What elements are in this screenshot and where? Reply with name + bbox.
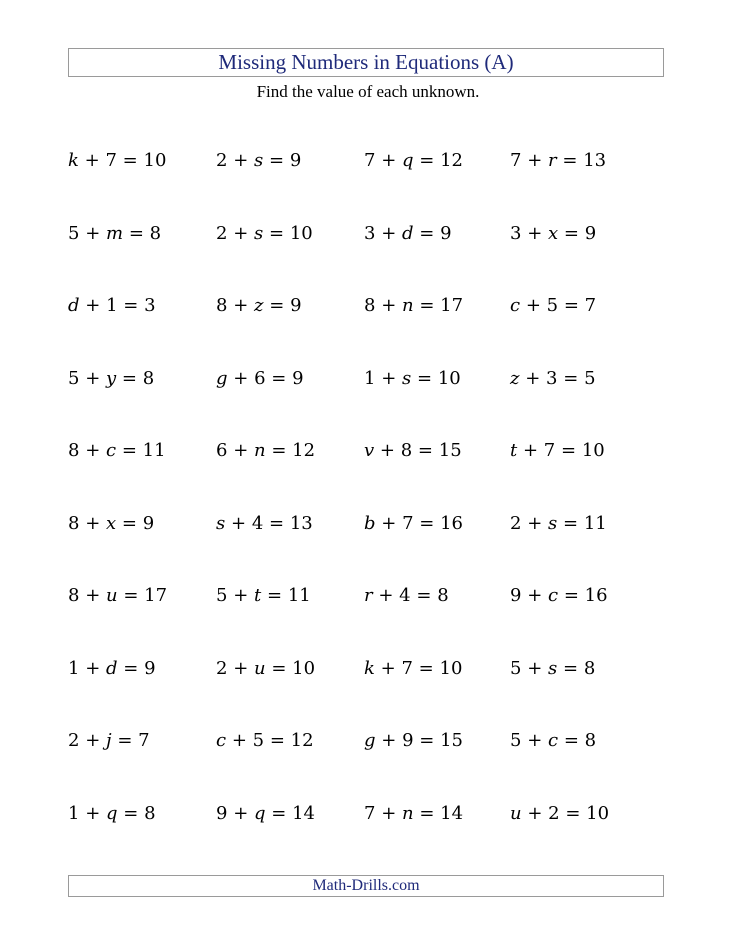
equals-sign: = <box>123 657 139 679</box>
equation <box>216 803 364 876</box>
unknown-variable: r <box>548 150 557 171</box>
plus-sign: + <box>85 222 101 244</box>
equals-sign: = <box>417 440 434 461</box>
number: 10 <box>586 802 610 824</box>
equation <box>68 513 216 586</box>
unknown-variable: z <box>254 295 264 316</box>
unknown-variable: n <box>254 440 266 461</box>
plus-sign: + <box>85 657 101 679</box>
number: 7 <box>364 150 376 171</box>
number: 7 <box>364 802 376 824</box>
number: 8 <box>583 657 596 679</box>
unknown-variable: n <box>402 295 414 316</box>
equation <box>364 803 510 876</box>
equals-sign: = <box>417 367 433 389</box>
equation <box>216 585 364 658</box>
footer-site[interactable]: Math-Drills.com <box>312 877 420 894</box>
equals-sign: = <box>117 730 133 751</box>
number: 7 <box>105 150 117 171</box>
unknown-variable: s <box>254 222 264 244</box>
number: 4 <box>251 512 264 534</box>
plus-sign: + <box>381 222 397 244</box>
number: 5 <box>510 657 522 679</box>
number: 8 <box>68 512 80 534</box>
number: 8 <box>364 295 376 316</box>
equals-sign: = <box>563 585 579 606</box>
equals-sign: = <box>269 295 285 316</box>
number: 11 <box>583 512 607 534</box>
equals-sign: = <box>266 585 283 606</box>
equation <box>364 730 510 803</box>
number: 8 <box>216 295 228 316</box>
equation <box>510 440 664 513</box>
equation <box>510 730 664 803</box>
unknown-variable: q <box>254 802 266 824</box>
number: 10 <box>439 657 463 679</box>
number: 2 <box>216 150 228 171</box>
plus-sign: + <box>85 440 101 461</box>
number: 8 <box>144 802 156 824</box>
equals-sign: = <box>560 440 577 461</box>
unknown-variable: t <box>510 440 518 461</box>
unknown-variable: b <box>364 512 376 534</box>
number: 9 <box>142 512 155 534</box>
plus-sign: + <box>381 512 397 534</box>
unknown-variable: s <box>254 150 264 171</box>
unknown-variable: j <box>106 730 112 751</box>
plus-sign: + <box>525 295 541 316</box>
unknown-variable: u <box>510 802 522 824</box>
plus-sign: + <box>85 585 101 606</box>
equals-sign: = <box>563 730 579 751</box>
number: 15 <box>438 440 462 461</box>
unknown-variable: x <box>548 222 559 244</box>
unknown-variable: s <box>548 657 558 679</box>
number: 10 <box>289 222 313 244</box>
number: 9 <box>216 802 228 824</box>
number: 17 <box>440 295 464 316</box>
number: 2 <box>68 730 80 751</box>
number: 3 <box>510 222 522 244</box>
equation <box>510 150 664 223</box>
number: 10 <box>581 440 605 461</box>
number: 5 <box>252 730 265 751</box>
unknown-variable: s <box>402 367 412 389</box>
equals-sign: = <box>419 150 435 171</box>
unknown-variable: d <box>106 657 118 679</box>
number: 11 <box>142 440 166 461</box>
plus-sign: + <box>233 367 249 389</box>
equals-sign: = <box>123 585 139 606</box>
equals-sign: = <box>565 802 581 824</box>
unknown-variable: d <box>402 222 414 244</box>
unknown-variable: u <box>254 657 266 679</box>
equals-sign: = <box>563 367 579 389</box>
plus-sign: + <box>381 295 397 316</box>
number: 10 <box>292 657 316 679</box>
unknown-variable: k <box>364 657 375 679</box>
number: 7 <box>138 730 150 751</box>
number: 12 <box>290 730 314 751</box>
equals-sign: = <box>271 440 287 461</box>
equation <box>364 368 510 441</box>
number: 1 <box>68 657 80 679</box>
plus-sign: + <box>527 585 543 606</box>
number: 15 <box>440 730 464 751</box>
unknown-variable: x <box>106 512 117 534</box>
plus-sign: + <box>85 512 101 534</box>
number: 11 <box>287 585 311 606</box>
unknown-variable: y <box>106 367 117 389</box>
number: 8 <box>584 730 597 751</box>
equals-sign: = <box>269 512 285 534</box>
number: 14 <box>440 802 464 824</box>
equation <box>364 223 510 296</box>
number: 13 <box>583 150 607 171</box>
unknown-variable: u <box>106 585 118 606</box>
equals-sign: = <box>419 295 435 316</box>
number: 6 <box>254 367 266 389</box>
equation <box>68 803 216 876</box>
unknown-variable: k <box>68 150 79 171</box>
plus-sign: + <box>233 585 249 606</box>
number: 2 <box>216 657 228 679</box>
unknown-variable: c <box>106 440 117 461</box>
plus-sign: + <box>525 367 541 389</box>
number: 10 <box>437 367 461 389</box>
equals-sign: = <box>269 730 285 751</box>
number: 2 <box>548 802 560 824</box>
plus-sign: + <box>231 730 247 751</box>
number: 4 <box>399 585 411 606</box>
equals-sign: = <box>121 440 137 461</box>
unknown-variable: m <box>106 222 124 244</box>
number: 6 <box>216 440 228 461</box>
number: 2 <box>510 512 522 534</box>
equation <box>216 368 364 441</box>
unknown-variable: g <box>364 730 376 751</box>
plus-sign: + <box>84 150 100 171</box>
number: 8 <box>400 440 413 461</box>
unknown-variable: q <box>402 150 414 171</box>
plus-sign: + <box>381 367 397 389</box>
number: 9 <box>144 657 156 679</box>
equation <box>364 440 510 513</box>
plus-sign: + <box>230 512 247 534</box>
number: 7 <box>401 657 413 679</box>
equation <box>364 585 510 658</box>
unknown-variable: d <box>68 295 80 316</box>
equation <box>216 730 364 803</box>
plus-sign: + <box>381 802 397 824</box>
equation <box>216 440 364 513</box>
footer-box <box>68 875 664 897</box>
equation <box>510 295 664 368</box>
number: 9 <box>510 585 522 606</box>
plus-sign: + <box>527 802 543 824</box>
equals-sign: = <box>269 222 285 244</box>
equals-sign: = <box>563 222 579 244</box>
number: 12 <box>440 150 464 171</box>
equals-sign: = <box>122 150 138 171</box>
unknown-variable: s <box>216 512 226 534</box>
plus-sign: + <box>527 150 543 171</box>
equals-sign: = <box>419 222 435 244</box>
equation <box>364 658 510 731</box>
number: 1 <box>106 295 118 316</box>
plus-sign: + <box>233 150 249 171</box>
problem-grid <box>68 150 664 875</box>
equation <box>68 440 216 513</box>
equals-sign: = <box>271 657 287 679</box>
plus-sign: + <box>85 367 101 389</box>
number: 7 <box>510 150 522 171</box>
number: 8 <box>149 222 162 244</box>
equation <box>364 513 510 586</box>
plus-sign: + <box>380 657 396 679</box>
number: 7 <box>402 512 414 534</box>
plus-sign: + <box>233 657 249 679</box>
instructions: Find the value of each unknown. <box>256 82 480 101</box>
equation <box>68 585 216 658</box>
number: 8 <box>142 367 155 389</box>
number: 3 <box>144 295 156 316</box>
plus-sign: + <box>381 150 397 171</box>
plus-sign: + <box>381 730 397 751</box>
unknown-variable: q <box>106 802 118 824</box>
number: 3 <box>546 367 558 389</box>
plus-sign: + <box>522 440 539 461</box>
equation <box>68 658 216 731</box>
unknown-variable: v <box>364 440 375 461</box>
number: 5 <box>510 730 522 751</box>
plus-sign: + <box>85 295 101 316</box>
equation <box>510 803 664 876</box>
plus-sign: + <box>233 802 249 824</box>
page-title: Missing Numbers in Equations (A) <box>218 50 514 74</box>
equation <box>216 223 364 296</box>
number: 3 <box>364 222 376 244</box>
unknown-variable: r <box>364 585 373 606</box>
equation <box>216 513 364 586</box>
equals-sign: = <box>121 512 137 534</box>
number: 5 <box>216 585 228 606</box>
number: 7 <box>543 440 556 461</box>
number: 9 <box>290 295 302 316</box>
equals-sign: = <box>562 150 578 171</box>
title-box <box>68 48 664 77</box>
number: 5 <box>546 295 559 316</box>
equals-sign: = <box>123 802 139 824</box>
equation <box>364 150 510 223</box>
equals-sign: = <box>419 730 435 751</box>
plus-sign: + <box>527 512 543 534</box>
equation <box>510 368 664 441</box>
equation <box>510 658 664 731</box>
unknown-variable: s <box>548 512 558 534</box>
equation <box>68 223 216 296</box>
equals-sign: = <box>418 657 434 679</box>
equation <box>68 150 216 223</box>
equals-sign: = <box>416 585 432 606</box>
equation <box>510 513 664 586</box>
equation <box>216 658 364 731</box>
unknown-variable: t <box>254 585 262 606</box>
plus-sign: + <box>85 802 101 824</box>
number: 13 <box>289 512 313 534</box>
number: 12 <box>292 440 316 461</box>
number: 16 <box>584 585 608 606</box>
number: 9 <box>292 367 304 389</box>
number: 9 <box>584 222 597 244</box>
number: 9 <box>289 150 302 171</box>
number: 7 <box>584 295 597 316</box>
plus-sign: + <box>527 222 543 244</box>
number: 5 <box>584 367 596 389</box>
equation <box>364 295 510 368</box>
unknown-variable: c <box>548 585 559 606</box>
number: 5 <box>68 367 80 389</box>
equation <box>216 150 364 223</box>
unknown-variable: c <box>510 295 521 316</box>
number: 14 <box>292 802 316 824</box>
number: 2 <box>216 222 228 244</box>
equals-sign: = <box>419 802 435 824</box>
equation <box>68 295 216 368</box>
equals-sign: = <box>269 150 285 171</box>
equals-sign: = <box>563 295 579 316</box>
plus-sign: + <box>233 222 249 244</box>
unknown-variable: n <box>402 802 414 824</box>
equation <box>510 585 664 658</box>
unknown-variable: c <box>216 730 227 751</box>
plus-sign: + <box>527 657 543 679</box>
equation <box>510 223 664 296</box>
equals-sign: = <box>121 367 138 389</box>
equation <box>216 295 364 368</box>
equals-sign: = <box>128 222 144 244</box>
unknown-variable: z <box>510 367 520 389</box>
equals-sign: = <box>419 512 435 534</box>
plus-sign: + <box>527 730 543 751</box>
number: 16 <box>440 512 464 534</box>
number: 8 <box>437 585 449 606</box>
equals-sign: = <box>271 367 287 389</box>
plus-sign: + <box>233 440 249 461</box>
number: 8 <box>68 585 80 606</box>
number: 5 <box>68 222 80 244</box>
number: 10 <box>143 150 167 171</box>
plus-sign: + <box>378 585 394 606</box>
unknown-variable: c <box>548 730 559 751</box>
number: 17 <box>144 585 168 606</box>
equals-sign: = <box>563 512 579 534</box>
equals-sign: = <box>123 295 139 316</box>
number: 9 <box>440 222 452 244</box>
plus-sign: + <box>85 730 101 751</box>
number: 1 <box>68 802 80 824</box>
plus-sign: + <box>233 295 249 316</box>
number: 9 <box>402 730 414 751</box>
equation <box>68 368 216 441</box>
equals-sign: = <box>563 657 579 679</box>
number: 1 <box>364 367 376 389</box>
number: 8 <box>68 440 80 461</box>
equation <box>68 730 216 803</box>
equals-sign: = <box>271 802 287 824</box>
unknown-variable: g <box>216 367 228 389</box>
plus-sign: + <box>379 440 395 461</box>
